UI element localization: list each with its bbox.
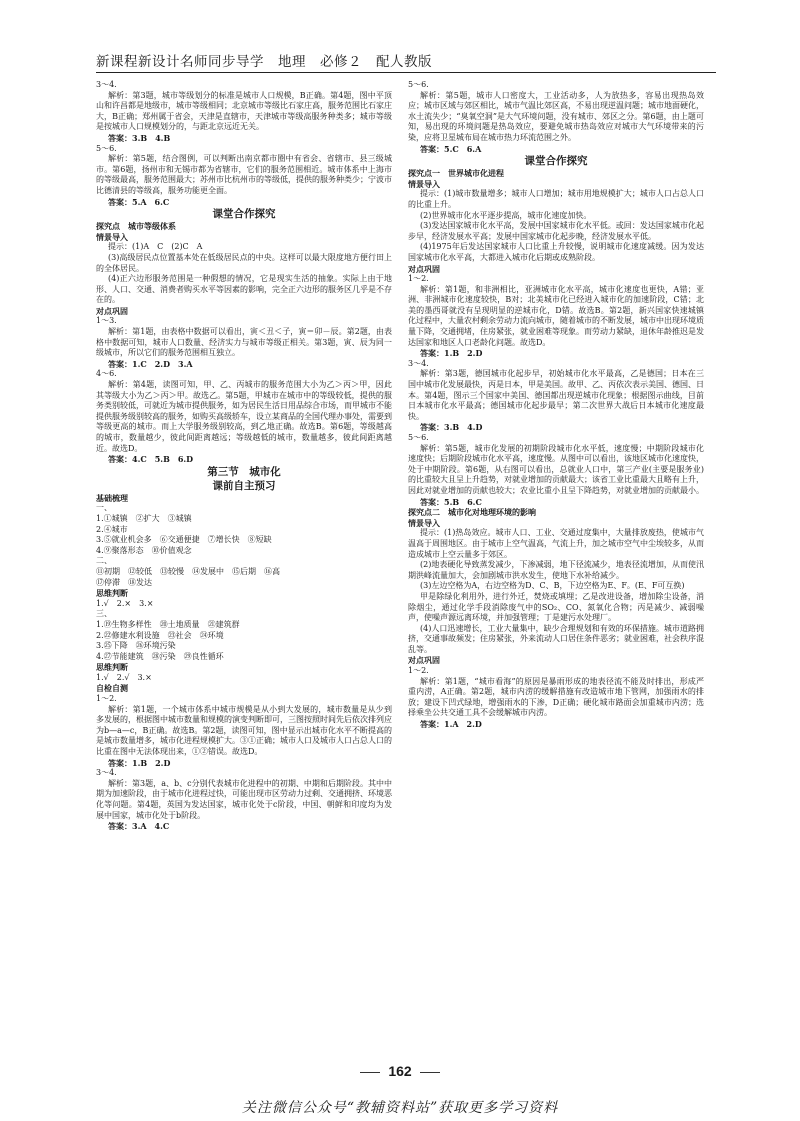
analysis-paragraph: 解析：第1题，由表格中数据可以看出，寅＜丑＜子，寅＝卯－辰。第2题，由表格中数据可知，城市人口数量、经济实力与城市等级正相关。第3题，寅、辰为同一级城市，所以它们的服务范围相互独立。 bbox=[96, 327, 392, 358]
answer-line: 答案：5.B 6.C bbox=[420, 496, 482, 507]
hint-paragraph: 提示：(1)城市数量增多；城市人口增加；城市用地规模扩大；城市人口占总人口的比重上升。 bbox=[408, 189, 704, 209]
analysis-paragraph: 解析：第5题，城市化发展的初期阶段城市化水平低，速度慢；中期阶段城市化速度快；后期阶段城市化水平高，速度慢。从图中可以看出，该地区城市化速度快，处于中期阶段。第6题，从右图可以看出，总就业人口中，第三产业(主要是服务业)的比重较大且呈上升趋势，对就业增加的贡献最大；该省工业比重最大且略有上升，因此对就业增加的贡献也较大；农业比重小且呈下降趋势，对就业增加的贡献最小。 bbox=[408, 443, 704, 495]
item-number: 1～2. bbox=[408, 274, 429, 284]
page-number-dash bbox=[420, 1072, 440, 1073]
section-heading: 课堂合作探究 bbox=[524, 155, 588, 168]
answer-line: 答案：4.C 5.B 6.D bbox=[108, 454, 194, 465]
subsection-heading: 探究点一 世界城市化进程 bbox=[408, 168, 504, 179]
list-line: ⑰停滞 ⑱发达 bbox=[96, 577, 152, 587]
item-number: 4～6. bbox=[96, 369, 117, 379]
section-heading: 课前自主预习 bbox=[212, 479, 276, 492]
item-number: 1～2. bbox=[96, 694, 117, 704]
analysis-paragraph: 解析：第3题，德国城市化起步早，初始城市化水平最高，乙是德国；日本在三国中城市化发展最快，丙是日本，甲是美国。故甲、乙、丙依次表示美国、德国、日本。第4题，图示三个国家中美国、德国都出现逆城市化现象；根据图示曲线，目前日本城市化水平最高；德国城市化起步最早；第二次世界大战后日本城市化速度最快。 bbox=[408, 369, 704, 421]
subsection-heading: 情景导入 bbox=[96, 231, 128, 242]
chapter-heading: 第三节 城市化 bbox=[207, 465, 281, 478]
answer-line: 答案：1.B 2.D bbox=[108, 757, 171, 768]
hint-paragraph: 提示：(1)热岛效应。城市人口、工业、交通过度集中，大量排放废热，使城市气温高于周围地区。由于城市上空气温高，气流上升，加之城市空气中尘埃较多，从而造成城市上空云量多于郊区。 bbox=[408, 528, 704, 559]
hint-paragraph: (3)发达国家城市化水平高，发展中国家城市化水平低。或回：发达国家城市化起步早，经济发展水平高；发展中国家城市化起步晚，经济发展水平低。 bbox=[408, 221, 704, 241]
answer-line: 答案：1.A 2.D bbox=[420, 719, 482, 730]
footer-note: 关注微信公众号“教辅资料站”获取更多学习资料 bbox=[241, 1100, 559, 1116]
page-number bbox=[0, 1063, 800, 1079]
analysis-paragraph: 解析：第3题，a、b、c分别代表城市化进程中的初期、中期和后期阶段。其中中期为加速阶段，由于城市化进程过快，可能出现市区劳动力过剩、交通拥挤、环境恶化等问题。第4题，英国为发达国家，城市化处于c阶段，中国、朝鲜和印度均为发展中国家，城市化处于b阶段。 bbox=[96, 778, 392, 820]
hint-paragraph: (3)左边空格为A，右边空格为D、C、B，下边空格为E、F。(E、F可互换) bbox=[420, 581, 685, 591]
list-line: 1.√ 2.× 3.× bbox=[96, 598, 154, 608]
hint-paragraph: (4)人口迅速增长，工业大量集中，缺少合理规划和有效的环保措施。城市道路拥挤，交通事故频发；住房紧张，外来流动人口居住条件恶劣；就业困难，社会秩序混乱等。 bbox=[408, 623, 704, 654]
hint-paragraph: (4)1975年后发达国家城市人口比重上升较慢，说明城市化速度减缓。因为发达国家城市化水平高，大都进入城市化后期或成熟阶段。 bbox=[408, 242, 704, 262]
list-line: 1.⑲生物多样性 ⑳土地质量 ㉑建筑群 bbox=[96, 619, 240, 629]
subsection-heading: 情景导入 bbox=[408, 517, 440, 528]
list-line: 一、 bbox=[96, 503, 112, 513]
answer-line: 答案：5.A 6.C bbox=[108, 196, 170, 207]
answer-line: 答案：5.C 6.A bbox=[420, 143, 482, 154]
list-line: 3.⑤就业机会多 ⑥交通便捷 ⑦增长快 ⑧短缺 bbox=[96, 535, 272, 545]
item-number: 3～4. bbox=[96, 768, 117, 778]
list-line: 1.√ 2.√ 3.× bbox=[96, 672, 152, 682]
analysis-paragraph: 解析：第5题，结合图例，可以判断出南京都市圈中有省会、省辖市、县三级城市。第6题，扬州市和无锡市都为省辖市，它们的服务范围相近。城市体系中上海市的等级最高，服务范围最大；苏州市比杭州市的等级低，提供的服务种类少；宁波市比德清县的等级高，服务功能更全面。 bbox=[96, 154, 392, 195]
list-line: ⑪初期 ⑫较低 ⑬较慢 ⑭发展中 ⑮后期 ⑯高 bbox=[96, 566, 280, 576]
analysis-paragraph: 解析：第3题，城市等级划分的标准是城市人口规模，B正确。第4题，图中平顶山和许昌都是地级市，城市等级相同；北京城市等级比石家庄高，服务范围比石家庄大，B正确；郑州属于省会，天津是直辖市，天津城市等级高服务种类多；城市等级是按城市人口规模划分的，与距北京远近无关。 bbox=[96, 90, 392, 132]
subsection-heading: 情景导入 bbox=[408, 178, 440, 189]
item-number: 5～6. bbox=[96, 143, 117, 153]
answer-line: 答案：1.B 2.D bbox=[420, 348, 483, 359]
header-rule bbox=[96, 72, 716, 73]
item-number: 1～3. bbox=[96, 316, 117, 326]
list-line: 2.④城市 bbox=[96, 524, 128, 534]
list-line: 3.㉕下降 ㉖环境污染 bbox=[96, 641, 176, 651]
subsection-heading: 思维判断 bbox=[96, 588, 128, 599]
answer-line: 答案：3.B 4.D bbox=[420, 422, 483, 433]
item-number: 5～6. bbox=[408, 80, 429, 89]
subsection-heading: 探究点二 城市化对地理环境的影响 bbox=[408, 507, 536, 518]
analysis-paragraph: 解析：第1题，一个城市体系中城市规模是从小到大发展的，城市数量是从少到多发展的，根据图中城市数量和规模的演变判断即可，三图按照时间先后依次排列应为b—a—c，B正确。故选B。第2题，读图可知，图中显示出城市化水平不断提高的是城市数量增多，城市化进程规模扩大。③①正确；城市人口及城市人口占总人口的比重在图中无法体现出来，①②错误。故选D。 bbox=[96, 704, 392, 757]
subsection-heading: 对点巩固 bbox=[408, 263, 440, 274]
left-column bbox=[96, 80, 392, 832]
hint-paragraph: 甲是除绿化利用外，进行外迁，焚烧或填埋；乙是改进设备，增加除尘设备，消除烟尘，通过化学手段消除废气中的SO₂、CO、氮氧化合物；丙是减少、减弱噪声，使噪声源远离环境，并加强管理；丁是建污水处理厂。 bbox=[408, 591, 704, 623]
item-number: 1～2. bbox=[408, 666, 429, 676]
list-line: 4.㉗节能建筑 ㉘污染 ㉙良性循环 bbox=[96, 651, 224, 661]
list-line: 2.㉒修建水利设施 ㉓社会 ㉔环境 bbox=[96, 630, 224, 640]
subsection-heading: 对点巩固 bbox=[96, 305, 128, 316]
answer-line: 答案：1.C 2.D 3.A bbox=[108, 358, 193, 369]
hint-paragraph: 提示：(1)A C (2)C A bbox=[108, 242, 203, 252]
hint-paragraph: (2)世界城市化水平逐步提高，城市化速度加快。 bbox=[420, 210, 592, 220]
right-column bbox=[408, 80, 704, 730]
analysis-paragraph: 解析：第1题，和非洲相比，亚洲城市化水平高，城市化速度也更快，A错；亚洲、非洲城市化速度较快，B对；北美城市化已经进入城市化的加速阶段，C错；北美的墨西哥就没有呈现明显的逆城市化，D错。故选B。第2题，新兴国家快速城镇化过程中，大量农村剩余劳动力流向城市，随着城市的不断发展，城市中出现环境质量下降，交通拥堵，住房紧张，就业困难等现象。而劳动力紧缺，退休年龄推迟是发达国家和地区人口老龄化问题。故选D。 bbox=[408, 284, 704, 347]
page-number-value: 162 bbox=[388, 1063, 412, 1079]
item-number: 3～4. bbox=[408, 358, 429, 368]
hint-paragraph: (2)地表硬化导致蒸发减少，下渗减弱，地下径流减少，地表径流增加，从而使汛期洪峰流量加大，会加剧城市洪水发生，使地下水补给减少。 bbox=[408, 560, 704, 580]
list-line: 二、 bbox=[96, 556, 112, 566]
list-line: 三、 bbox=[96, 609, 112, 619]
list-line: 1.①城镇 ②扩大 ③城镇 bbox=[96, 513, 192, 523]
hint-paragraph: (3)高级居民点位置基本处在低级居民点的中央。这样可以最大限度地方便行田上的全体居民。 bbox=[96, 252, 392, 273]
section-heading: 课堂合作探究 bbox=[212, 208, 276, 221]
page-number-dash bbox=[360, 1072, 380, 1073]
hint-paragraph: (4)正六边形服务范围是一种假想的情况，它是现实生活的抽象。实际上由于地形、人口、交通、消费者购买水平等因素的影响，完全正六边形的服务区几乎是不存在的。 bbox=[96, 274, 392, 305]
analysis-paragraph: 解析：第5题，城市人口密度大，工业活动多，人为放热多，容易出现热岛效应；城市区域与郊区相比，城市气温比郊区高，不易出现逆温问题；城市地面硬化，水土流失少；“臭氧空洞”是大气环境问题，没有城市、郊区之分。第6题，由上题可知，易出现的环境问题是热岛效应，要避免城市热岛效应对城市大气环境带来的污染，应将卫星城布局在城市热力环流范围之外。 bbox=[408, 90, 704, 142]
subsection-heading: 思维判断 bbox=[96, 662, 128, 673]
subsection-heading: 探究点 城市等级体系 bbox=[96, 221, 176, 232]
answer-line: 答案：3.B 4.B bbox=[108, 132, 171, 143]
answer-line: 答案：3.A 4.C bbox=[108, 821, 170, 832]
list-line: 4.⑨聚落形态 ⑩价值观念 bbox=[96, 545, 192, 555]
subsection-heading: 基础梳理 bbox=[96, 492, 128, 503]
analysis-paragraph: 解析：第1题，“城市看海”的原因是暴雨形成的地表径流不能及时排出，形成严重内涝，A正确。第2题，城市内涝的缓解措施有改造城市地下管网，加强雨水的排放；建设下凹式绿地，增强雨水的下渗，D正确；硬化城市路面会加重城市内涝；选择乘坐公共交通工具不会缓解城市内涝。 bbox=[408, 676, 704, 718]
analysis-paragraph: 解析：第4题，读图可知，甲、乙、丙城市的服务范围大小为乙＞丙＞甲，因此其等级大小为乙＞丙＞甲。故选乙。第5题，甲城市在城市中的等级较低，提供的服务类别较低，可就近为城市提供服务，如为居民生活日用品综合市场，而甲城市不能提供服务级别较高的服务，如购买高级轿车，设立某商品的全国代理办事处，需要到等级更高的城市。而上大学服务级别较高，到乙地正确。故选B。第6题，等级越高的城市，数量越少，彼此间距离越远；等级越低的城市，数量越多，彼此间距离越近。故选D。 bbox=[96, 380, 392, 453]
subsection-heading: 自检自测 bbox=[96, 683, 128, 694]
item-number: 3～4. bbox=[96, 80, 117, 89]
item-number: 5～6. bbox=[408, 433, 429, 442]
subsection-heading: 对点巩固 bbox=[408, 655, 440, 666]
running-header: 新课程新设计名师同步导学 地理 必修２ 配人教版 bbox=[96, 54, 432, 70]
